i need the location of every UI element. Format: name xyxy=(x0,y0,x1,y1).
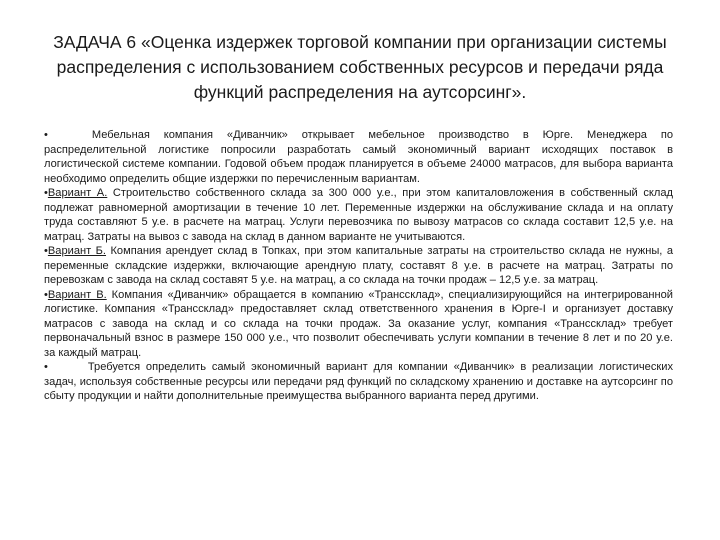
bullet-marker: • xyxy=(44,187,48,199)
paragraph-text: Строительство собственного склада за 300 000 у.е., при этом капиталовложения в собственный склад подлежат равномерной амортизации в течение 10 лет. Переменные издержки на обслуживание склада и на оплату труда составляют 5 у.е. в расчете на матрац. Услуги перевозчика по вывозу матрасов со склада составит 12,5 у.е. на матрац. Затраты на вывоз с завода на склад в данном варианте не учитываются. xyxy=(44,187,673,243)
page-title: ЗАДАЧА 6 «Оценка издержек торговой компании при организации системы распределения с использованием собственных ресурсов и передачи ряда функций распределения на аутсорсинг». xyxy=(53,32,667,102)
paragraph-text: Компания «Диванчик» обращается в компанию «Трансcклад», специализирующийся на интегрированной логистике. Компания «Трансcклад» предоставляет склад ответственного хранения в Юрге-I и организует доставку матрасов с завода на склад и со склада на точки продаж. За оказание услуг, компания «Трансcклад» требует первоначальный взнос в размере 150 000 у.е., что позволит обеспечивать услуги компании в течение 8 лет и по 20 у.е. за каждый матрац. xyxy=(44,288,673,359)
bullet-marker: • xyxy=(44,288,48,301)
paragraph-text: Требуется определить самый экономичный вариант для компании «Диванчик» в реализации логистических задач, используя собственные ресурсы или передачи ряд функций по складскому хранению и доставке на аутсорсинг по сбыту продукции и найти дополнительные преимущества выбранного варианта перед другими. xyxy=(44,361,673,402)
variant-label: Вариант А. xyxy=(47,187,108,199)
paragraph-variant-a xyxy=(44,186,673,244)
task-body xyxy=(44,128,673,404)
paragraph-text: Компания арендует склад в Топках, при этом капитальные затраты на строительство склада не нужны, а переменные складские издержки, включающие арендную плату, составят 8 у.е. в расчете на матрац. Затраты по перевозкам с завода на склад составят 5 у.е. на матрац, а со склада на точки продаж – 12,5 у.е. за матрац. xyxy=(44,245,673,286)
variant-label: Вариант В. xyxy=(47,288,107,301)
paragraph-requirement xyxy=(44,360,673,404)
bullet-marker: • xyxy=(44,129,48,141)
paragraph-variant-b xyxy=(44,244,673,288)
variant-label: Вариант Б. xyxy=(47,245,107,257)
bullet-marker: • xyxy=(44,245,48,257)
bullet-marker: • xyxy=(44,361,48,373)
paragraph-text: Мебельная компания «Диванчик» открывает мебельное производство в Юрге. Менеджера по распределительной логистике попросили разработать самый экономичный вариант исходящих поставок в логистической системе компании. Годовой объем продаж планируется в объеме 24000 матрасов, для выбора варианта необходимо определить общие издержки по перечисленным вариантам. xyxy=(44,129,673,185)
paragraph-intro xyxy=(44,128,673,186)
paragraph-variant-c xyxy=(44,288,673,361)
